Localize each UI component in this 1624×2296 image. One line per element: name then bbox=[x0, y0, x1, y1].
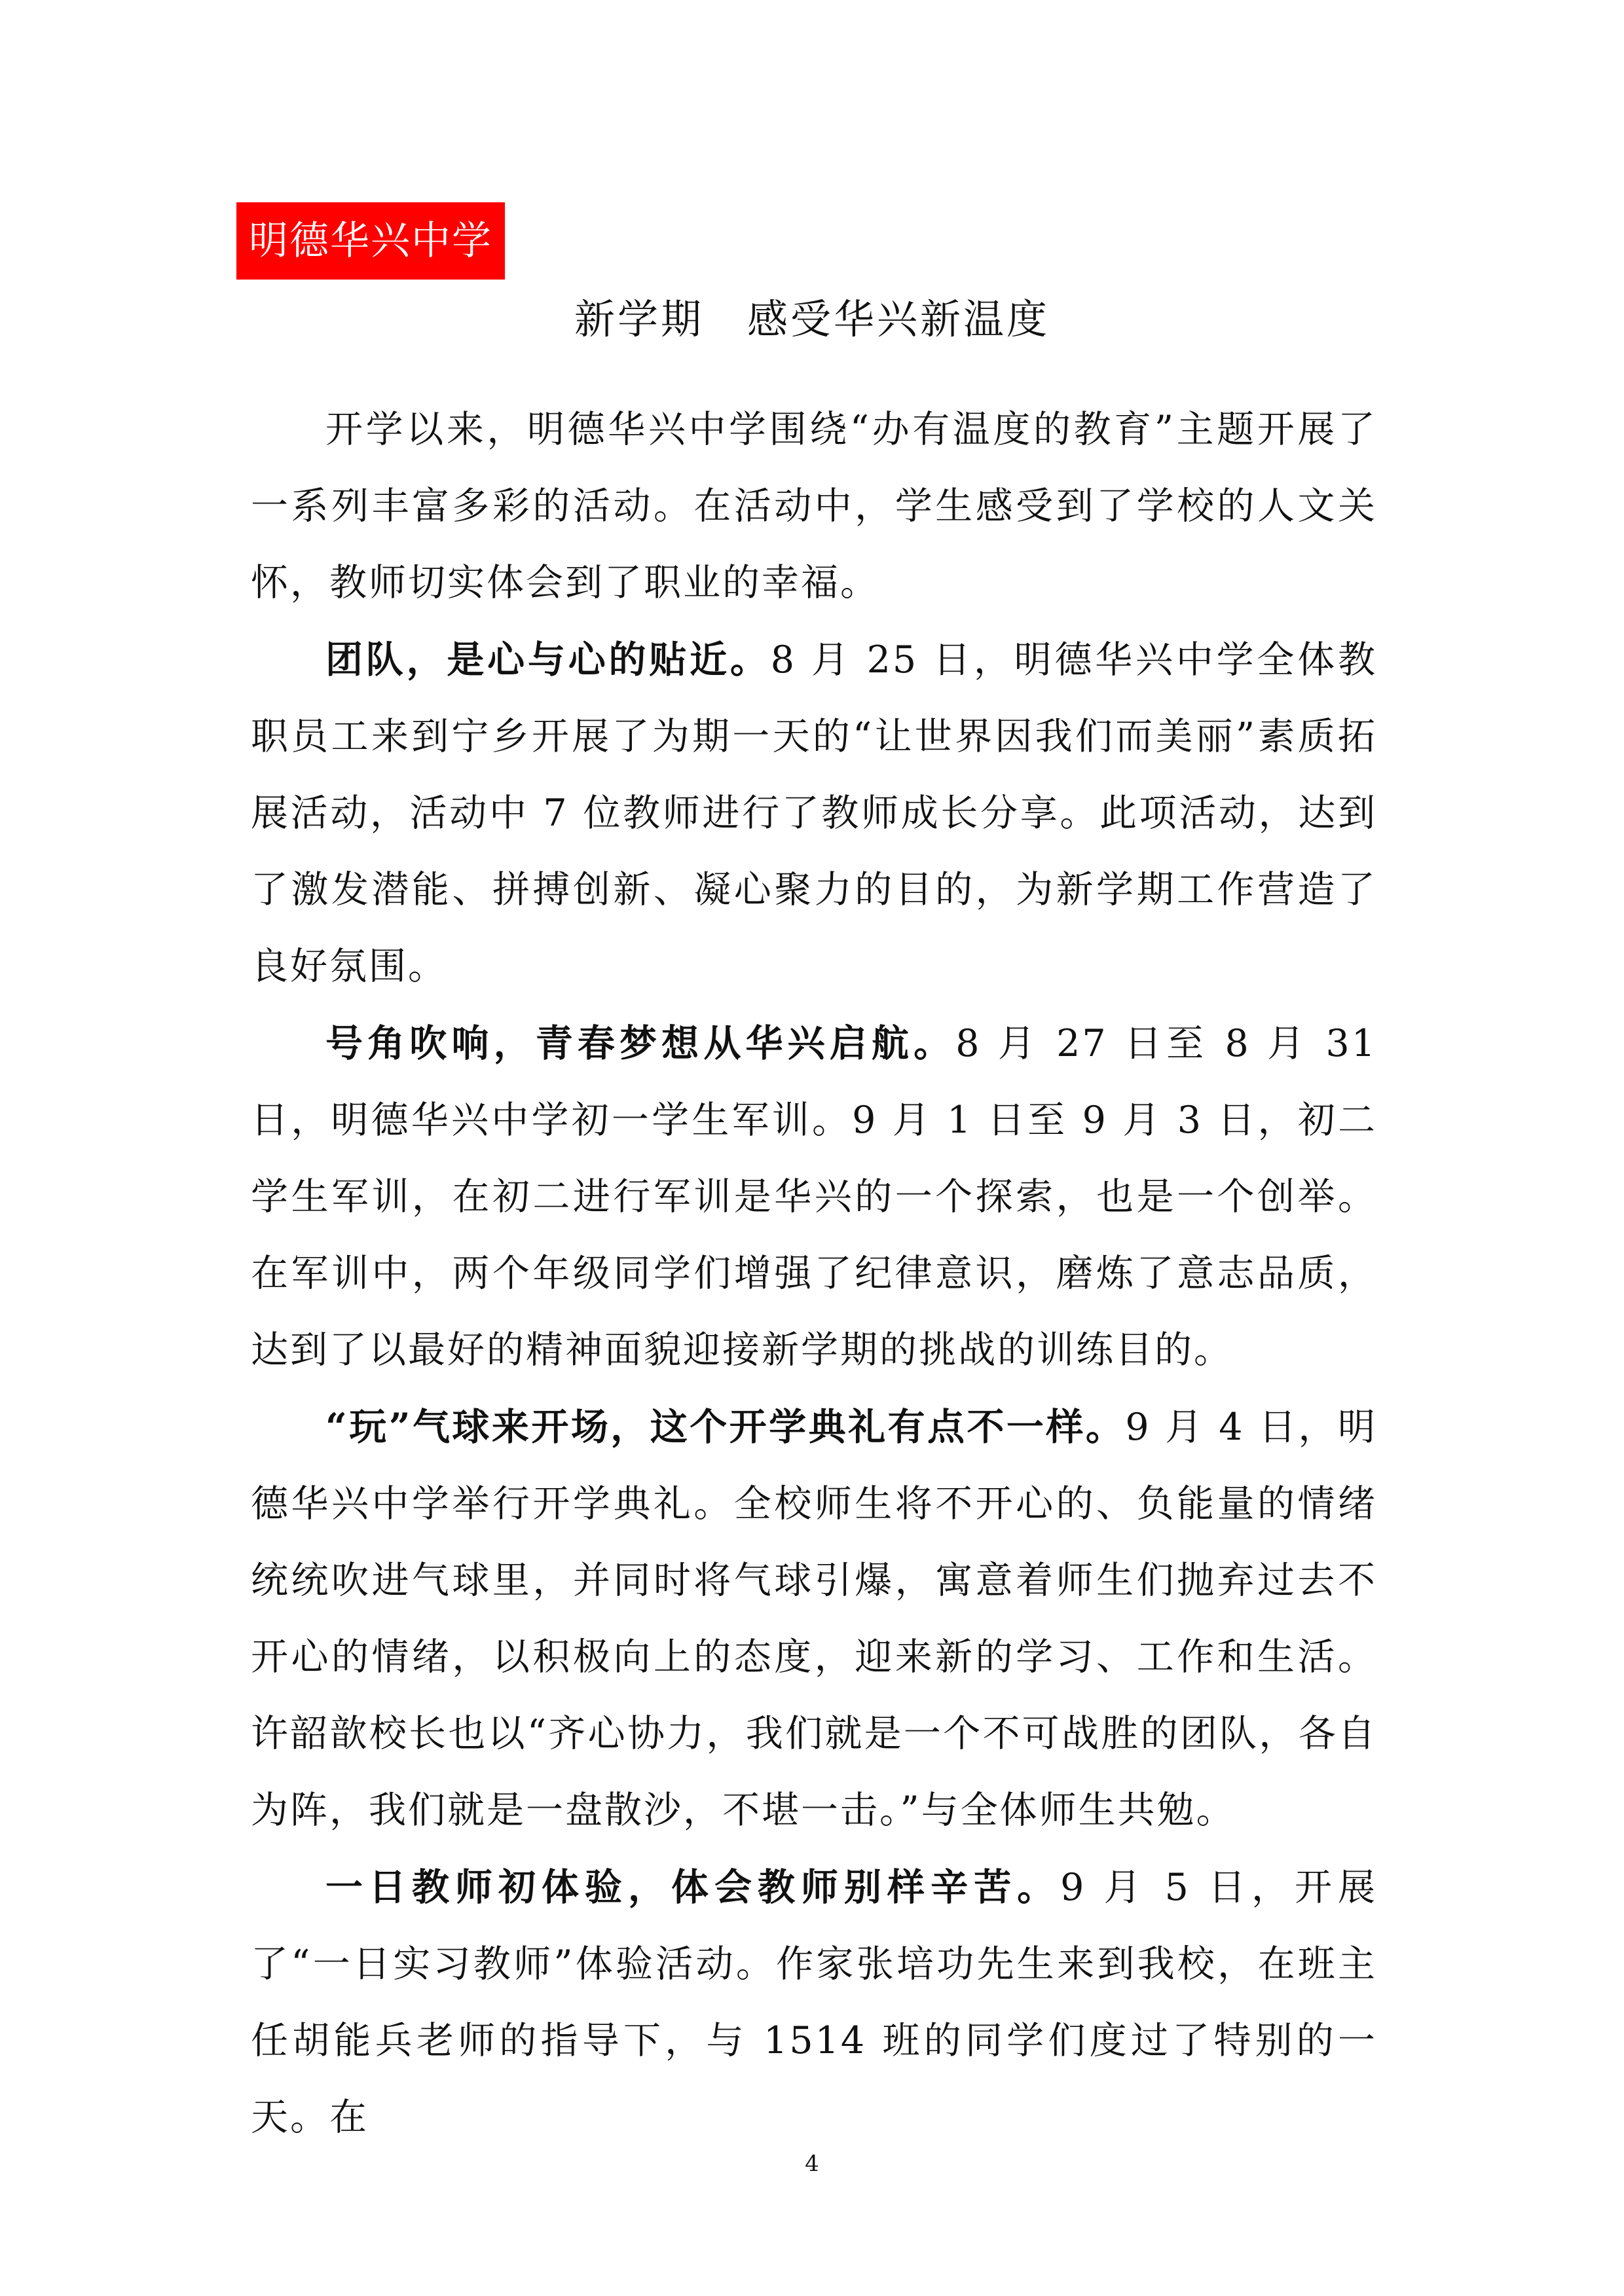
paragraph-text: 8 月 27 日至 8 月 31 日，明德华兴中学初一学生军训。9 月 1 日至 9 月 3 日，初二学生军训，在初二进行军训是华兴的一个探索，也是一个创举。在军训中，两个年级同学们增强了纪律意识，磨炼了意志品质，达到了以最好的精神面貌迎接新学期的挑战的训练目的。 bbox=[251, 1022, 1377, 1372]
paragraph-lead: 号角吹响，青春梦想从华兴启航。 bbox=[325, 1021, 956, 1065]
paragraph-intro bbox=[251, 391, 1377, 621]
paragraph-text: 8 月 25 日，明德华兴中学全体教职员工来到宁乡开展了为期一天的“让世界因我们而美丽”素质拓展活动，活动中 7 位教师进行了教师成长分享。此项活动，达到了激发潜能、拼搏创新、凝心聚力的目的，为新学期工作营造了良好氛围。 bbox=[251, 638, 1377, 988]
school-name-tag: 明德华兴中学 bbox=[236, 202, 505, 280]
paragraph-lead: “玩”气球来开场，这个开学典礼有点不一样。 bbox=[325, 1405, 1126, 1449]
paragraph-lead: 团队，是心与心的贴近。 bbox=[325, 638, 771, 682]
paragraph-military-training bbox=[251, 1005, 1377, 1389]
article-body bbox=[251, 391, 1377, 2156]
paragraph-text: 9 月 4 日，明德华兴中学举行开学典礼。全校师生将不开心的、负能量的情绪统统吹进气球里，并同时将气球引爆，寓意着师生们抛弃过去不开心的情绪，以积极向上的态度，迎来新的学习、工作和生活。许韶歆校长也以“齐心协力，我们就是一个不可战胜的团队，各自为阵，我们就是一盘散沙，不堪一击。”与全体师生共勉。 bbox=[251, 1406, 1377, 1832]
article-title: 新学期 感受华兴新温度 bbox=[574, 295, 1050, 343]
paragraph-opening-ceremony bbox=[251, 1389, 1377, 1849]
paragraph-teacher-experience bbox=[251, 1849, 1377, 2156]
page-number: 4 bbox=[805, 2151, 819, 2177]
paragraph-lead: 一日教师初体验，体会教师别样辛苦。 bbox=[325, 1865, 1061, 1909]
paragraph-team-building bbox=[251, 621, 1377, 1005]
paragraph-text: 9 月 5 日，开展了“一日实习教师”体验活动。作家张培功先生来到我校，在班主任胡能兵老师的指导下，与 1514 班的同学们度过了特别的一天。在 bbox=[251, 1866, 1377, 2139]
paragraph-text: 开学以来，明德华兴中学围绕“办有温度的教育”主题开展了一系列丰富多彩的活动。在活动中，学生感受到了学校的人文关怀，教师切实体会到了职业的幸福。 bbox=[251, 408, 1377, 604]
